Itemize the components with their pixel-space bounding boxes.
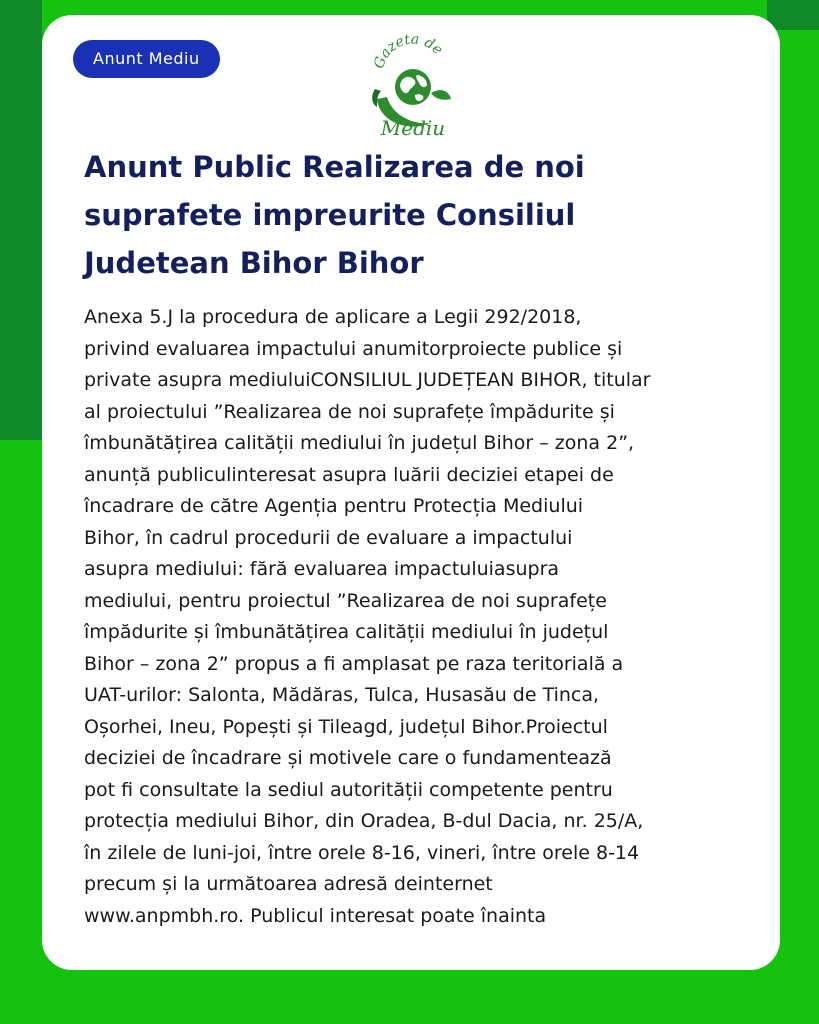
body-line: al proiectului ”Realizarea de noi suprafețe împădurite și: [84, 400, 615, 423]
announcement-title: Anunt Public Realizarea de noi suprafete impreurite Consiliul Judetean Bihor Bihor: [84, 150, 585, 280]
body-line: în zilele de luni-joi, între orele 8-16, vineri, între orele 8-14: [84, 841, 640, 864]
body-line: privind evaluarea impactului anumitorproiecte publice și: [84, 337, 623, 360]
body-line: Anexa 5.J la procedura de aplicare a Legii 292/2018,: [84, 306, 582, 328]
body-line: împădurite și îmbunătățirea calității mediului în județul: [84, 621, 609, 643]
body-line: www.anpmbh.ro. Publicul interesat poate înainta: [84, 904, 547, 927]
body-line: încadrare de către Agenția pentru Protecția Mediului: [84, 495, 584, 517]
body-line: mediului, pentru proiectul ”Realizarea de noi suprafețe: [84, 589, 607, 612]
logo-text-top: Gazeta de: [371, 31, 446, 71]
gazeta-de-mediu-logo: [357, 29, 469, 141]
body-line: precum și la următoarea adresă deinternet: [84, 873, 493, 895]
background-accent-right: [767, 0, 819, 30]
body-line: Oșorhei, Ineu, Popești și Tileagd, județul Bihor.Proiectul: [84, 715, 608, 738]
body-line: Bihor, în cadrul procedurii de evaluare a impactului: [84, 526, 573, 549]
body-line: UAT-urilor: Salonta, Mădăras, Tulca, Husasău de Tinca,: [84, 684, 600, 706]
background-accent-left: [0, 0, 42, 440]
logo-graphic: [357, 29, 469, 141]
svg-text:Gazeta de: [371, 31, 446, 70]
logo-text-bottom: Mediu: [380, 116, 446, 140]
body-line: protecția mediului Bihor, din Oradea, B-dul Dacia, nr. 25/A,: [84, 810, 644, 832]
body-line: Bihor – zona 2” propus a fi amplasat pe raza teritorială a: [84, 652, 624, 675]
body-line: private asupra mediuluiCONSILIUL JUDEȚEAN BIHOR, titular: [84, 369, 651, 391]
body-line: anunță publiculinteresat asupra luării deciziei etapei de: [84, 463, 614, 486]
body-line: pot fi consultate la sediul autorității competente pentru: [84, 778, 613, 801]
category-badge[interactable]: Anunt Mediu: [73, 40, 220, 78]
body-line: îmbunătățirea calității mediului în județul Bihor – zona 2”,: [84, 432, 635, 454]
body-line: asupra mediului: fără evaluarea impactuluiasupra: [84, 558, 560, 580]
announcement-body: [84, 302, 759, 932]
body-line: deciziei de încadrare și motivele care o fundamentează: [84, 747, 612, 769]
announcement-card: [42, 15, 780, 970]
